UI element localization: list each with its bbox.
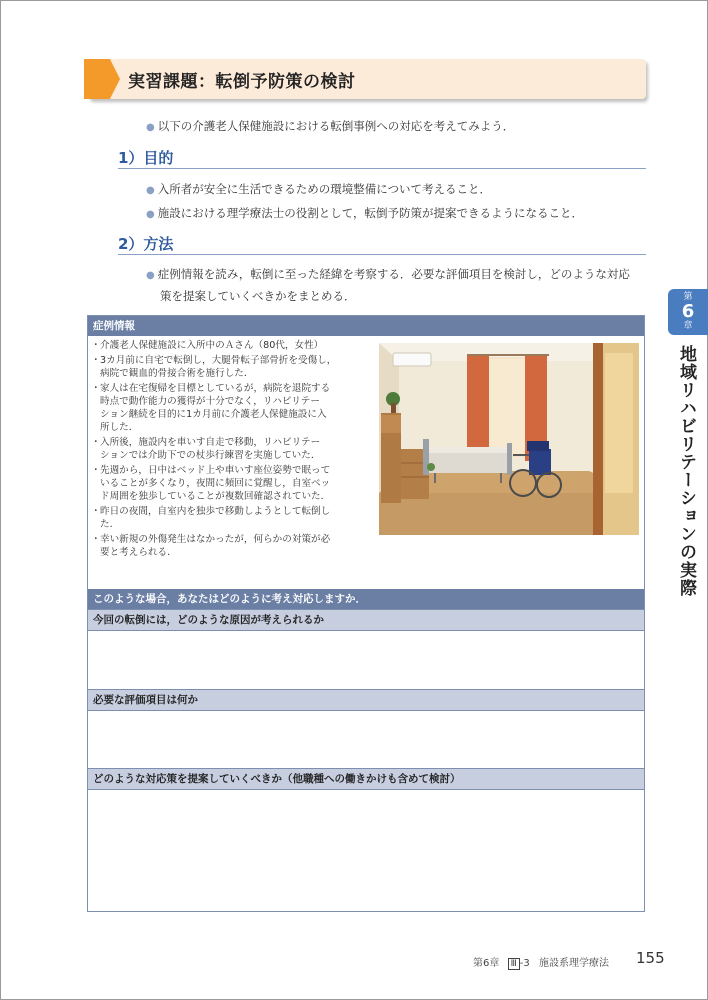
list-marker: ・: [91, 383, 101, 394]
question-cause: 今回の転倒には，どのような原因が考えられるか: [88, 609, 644, 631]
section-heading-method: 2）方法: [118, 235, 174, 253]
case-info-text: た．: [100, 519, 120, 530]
case-info-item: [91, 533, 371, 559]
case-info-item: [91, 354, 371, 380]
case-info-text: 3カ月前に自宅で転倒し，大腿骨転子部骨折を受傷し，: [100, 355, 337, 366]
intro-line: [146, 118, 514, 134]
method-bullet-continued: 策を提案していくべきかをまとめる．: [160, 289, 356, 303]
method-text: 症例情報を読み，転倒に至った経緯を考察する．必要な評価項目を検討し，どのような対応: [157, 267, 630, 281]
page-title: 実習課題：転倒予防策の検討: [128, 72, 356, 92]
case-info-item: [91, 505, 371, 531]
purpose-bullet: [146, 181, 491, 197]
case-info-text: 要と考えられる．: [100, 547, 177, 558]
question-evaluation: 必要な評価項目は何か: [88, 689, 644, 711]
list-marker: ・: [91, 437, 101, 448]
section-rule: [118, 254, 646, 255]
case-info-text: 入所後，施設内を車いす自走で移動，リハビリテー: [100, 437, 321, 448]
bullet-icon: ●: [146, 122, 155, 133]
list-marker: ・: [91, 465, 101, 476]
footer-section-suffix: -3: [519, 958, 530, 969]
answer-area-countermeasure[interactable]: [88, 790, 644, 910]
list-marker: ・: [91, 355, 101, 366]
case-info-text: ション継続を目的に1カ月前に介護老人保健施設に入: [100, 409, 327, 420]
case-info-item: [91, 436, 371, 462]
purpose-text: 入所者が安全に生活できるための環境整備について考えること．: [157, 182, 492, 196]
answer-area-evaluation[interactable]: [88, 711, 644, 768]
case-info-text: 家人は在宅復帰を目標としているが，病院を退院する: [100, 383, 331, 394]
case-info-text: 所した．: [100, 422, 139, 433]
chapter-tab-suffix: 章: [683, 321, 693, 331]
purpose-bullet: [146, 205, 583, 221]
footer-section-box: Ⅲ: [508, 958, 520, 970]
bullet-icon: ●: [146, 185, 155, 196]
case-info-text: 幸い新規の外傷発生はなかったが，何らかの対策が必: [100, 534, 331, 545]
list-marker: ・: [91, 340, 101, 351]
list-marker: ・: [91, 534, 101, 545]
bullet-icon: ●: [146, 209, 155, 220]
case-info-list: [91, 339, 371, 561]
case-info-text: ションでは介助下での杖歩行練習を実施していた．: [100, 450, 321, 461]
section-heading-purpose: 1）目的: [118, 149, 174, 167]
chapter-tab-prefix: 第: [683, 292, 693, 302]
room-photo: [379, 343, 639, 535]
room-photo-illustration: [379, 343, 639, 535]
case-info-text: 介護老人保健施設に入所中のＡさん（80代，女性）: [100, 340, 324, 351]
case-info-text: いることが多くなり，夜間に頻回に覚醒し，自室ベッ: [100, 478, 331, 489]
bullet-icon: ●: [146, 270, 155, 281]
case-info-text: 先週から，日中はベッド上や車いす座位姿勢で眠って: [100, 465, 331, 476]
footer-section-title: 施設系理学療法: [538, 958, 609, 969]
case-table: [87, 315, 645, 912]
footer-chapter: 第6章: [473, 958, 500, 969]
method-bullet: [146, 266, 630, 282]
chapter-tab: [668, 289, 708, 335]
case-info-text: 昨日の夜間，自室内を独歩で移動しようとして転倒し: [100, 506, 331, 517]
chapter-vertical-title: 地域リハビリテーションの実際: [676, 345, 696, 597]
answer-area-cause[interactable]: [88, 631, 644, 689]
case-info-text: 病院で観血的骨接合術を施行した．: [100, 368, 254, 379]
case-info-item: [91, 382, 371, 434]
case-info-text: ド周囲を独歩していることが複数回確認されていた．: [100, 491, 331, 502]
intro-text: 以下の介護老人保健施設における転倒事例への対応を考えてみよう．: [157, 119, 515, 133]
case-info-item: [91, 339, 371, 352]
page-number: 155: [636, 949, 665, 967]
footer-running-head: [473, 954, 609, 970]
section-rule: [118, 168, 646, 169]
case-info-item: [91, 464, 371, 503]
case-info-header: 症例情報: [88, 316, 644, 336]
question-countermeasure: どのような対応策を提案していくべきか（他職種への働きかけも含めて検討）: [88, 768, 644, 790]
purpose-text: 施設における理学療法士の役割として，転倒予防策が提案できるようになること．: [157, 206, 583, 220]
case-info-text: 時点で動作能力の獲得が十分でなく，リハビリテー: [100, 396, 320, 407]
chapter-tab-number: 6: [681, 301, 695, 322]
question-prompt-header: このような場合，あなたはどのように考え対応しますか．: [88, 589, 644, 609]
list-marker: ・: [91, 506, 101, 517]
